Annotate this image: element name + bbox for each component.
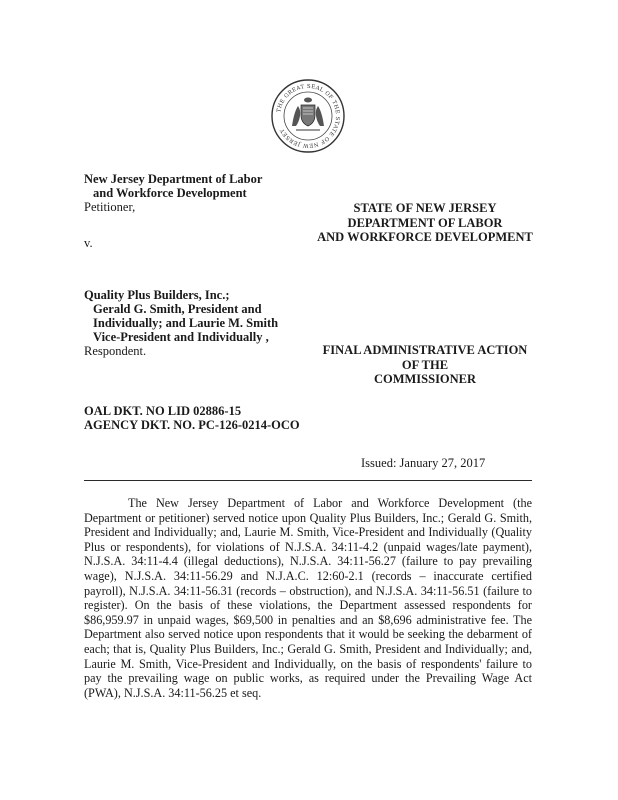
agency-heading-line3: AND WORKFORCE DEVELOPMENT — [317, 230, 533, 244]
oal-docket-number: OAL DKT. NO LID 02886-15 — [84, 404, 242, 418]
state-seal-icon — [270, 78, 346, 154]
agency-heading — [300, 201, 550, 245]
body-paragraph: The New Jersey Department of Labor and Workforce Development (the Department or petitioner) served notice upon Quality Plus Builders, Inc.; Gerald G. Smith, President and Individually; and, Laurie M. Smith, Vice-President and Individually (Quality Plus or respondents), for violations of N.J.S.A. 34:11-4.2 (unpaid wages/late payment), N.J.S.A. 34:11-4.4 (illegal deductions), N.J.S.A. 34:11-56.27 (failure to pay prevailing wage), N.J.S.A. 34:11-56.29 and N.J.A.C. 12:60-2.1 (records – inaccurate certified payroll), N.J.S.A. 34:11-56.31 (records – obstruction), and N.J.S.A. 34:11-56.51 (failure to register). On the basis of these violations, the Department assessed respondents for $86,959.97 in unpaid wages, $69,500 in penalties and an $8,696 administrative fee. The Department also served notice upon respondents that it would be seeking the debarment of each; that is, Quality Plus Builders, Inc.; Gerald G. Smith, President and Individually; and, Laurie M. Smith, Vice-President and Individually, on the basis of respondents' failure to pay the prevailing wage on public works, as required under the Prevailing Wage Act (PWA), N.J.S.A. 34:11-56.25 et seq. — [84, 496, 532, 700]
petitioner-name-line2: and Workforce Development — [93, 186, 247, 200]
action-heading-line2: OF THE — [401, 357, 449, 372]
petitioner-name-line1: New Jersey Department of Labor — [84, 172, 263, 186]
respondent-name-line2: Gerald G. Smith, President and — [93, 302, 262, 316]
respondent-role: Respondent. — [84, 344, 147, 358]
agency-heading-line2: DEPARTMENT OF LABOR — [347, 215, 503, 230]
petitioner-caption — [84, 172, 262, 214]
svg-text:THE GREAT SEAL OF THE STATE OF: THE GREAT SEAL OF THE STATE OF NEW JERSEY — [276, 83, 341, 149]
petitioner-role: Petitioner, — [84, 200, 136, 214]
versus-label: v. — [84, 236, 93, 250]
agency-docket-number: AGENCY DKT. NO. PC-126-0214-OCO — [84, 418, 300, 432]
respondent-name-line3: Individually; and Laurie M. Smith — [93, 316, 279, 330]
action-heading-line3: COMMISSIONER — [373, 372, 477, 386]
docket-numbers — [84, 404, 300, 432]
action-heading — [300, 343, 550, 387]
respondent-name-line1: Quality Plus Builders, Inc.; — [84, 288, 230, 302]
agency-heading-line1: STATE OF NEW JERSEY — [353, 201, 497, 215]
respondent-name-line4: Vice-President and Individually , — [93, 330, 269, 344]
respondent-caption — [84, 288, 278, 358]
action-heading-line1: FINAL ADMINISTRATIVE ACTION — [322, 343, 528, 357]
issued-date: Issued: January 27, 2017 — [361, 456, 486, 470]
section-divider — [84, 480, 532, 481]
